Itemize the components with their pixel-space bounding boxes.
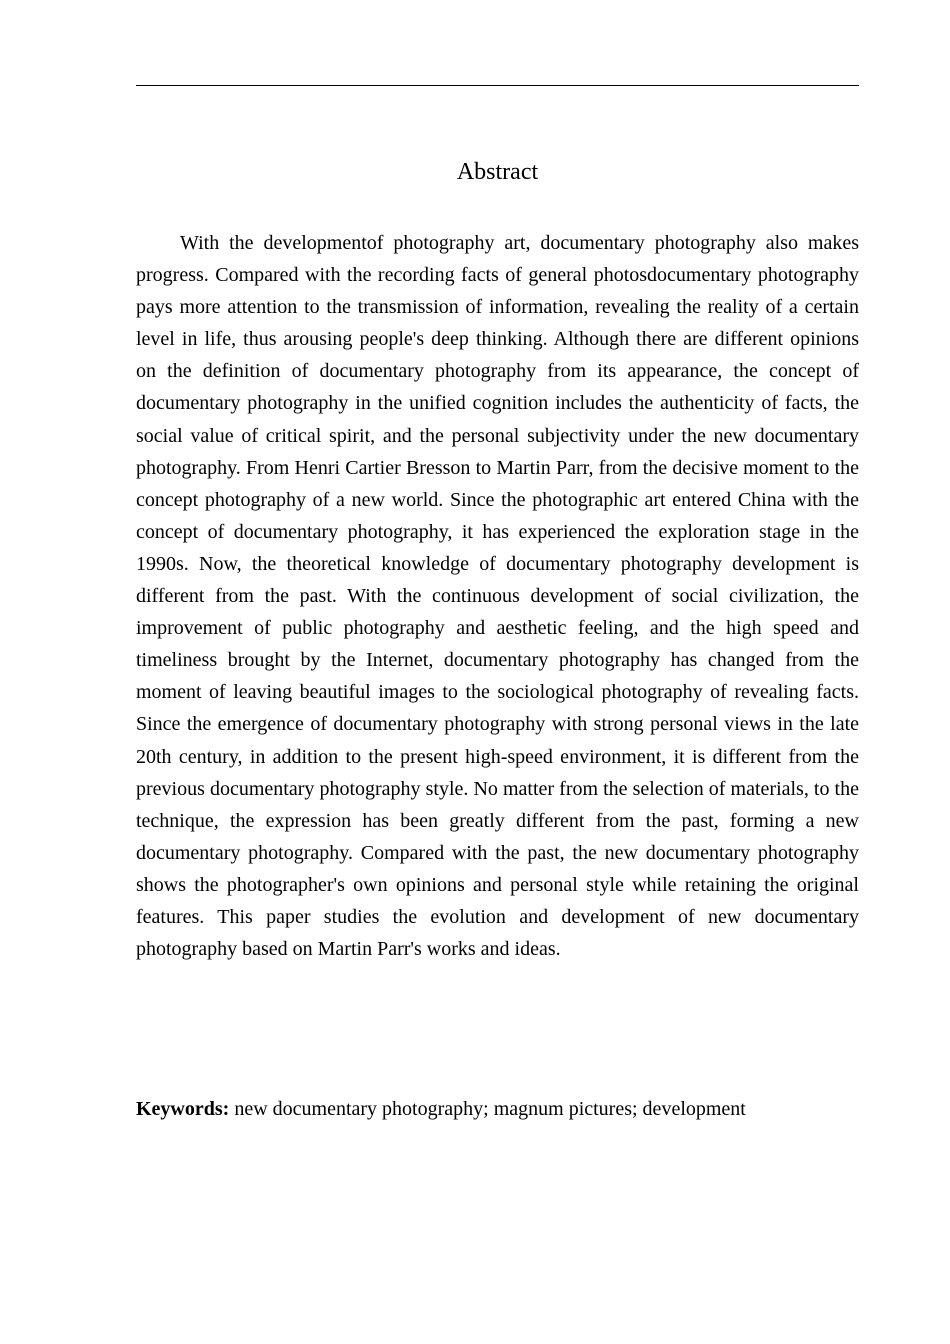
keywords-label: Keywords:: [136, 1098, 230, 1120]
abstract-body: With the developmentof photography art, documentary photography also makes progress. Compared with the recording facts of general photosdocumentary photography pays more attention to the transmission of information, revealing the reality of a certain level in life, thus arousing people's deep thinking. Although there are different opinions on the definition of documentary photography from its appearance, the concept of documentary photography in the unified cognition includes the authenticity of facts, the social value of critical spirit, and the personal subjectivity under the new documentary photography. From Henri Cartier Bresson to Martin Parr, from the decisive moment to the concept photography of a new world. Since the photographic art entered China with the concept of documentary photography, it has experienced the exploration stage in the 1990s. Now, the theoretical knowledge of documentary photography development is different from the past. With the continuous development of social civilization, the improvement of public photography and aesthetic feeling, and the high speed and timeliness brought by the Internet, documentary photography has changed from the moment of leaving beautiful images to the sociological photography of revealing facts. Since the emergence of documentary photography with strong personal views in the late 20th century, in addition to the present high-speed environment, it is different from the previous documentary photography style. No matter from the selection of materials, to the technique, the expression has been greatly different from the past, forming a new documentary photography. Compared with the past, the new documentary photography shows the photographer's own opinions and personal style while retaining the original features. This paper studies the evolution and development of new documentary photography based on Martin Parr's works and ideas.: [136, 232, 859, 961]
abstract-title: Abstract: [456, 159, 539, 185]
keywords-text: new documentary photography; magnum pictures; development: [229, 1098, 746, 1120]
keywords-line: [136, 1093, 859, 1125]
header-rule: [136, 85, 859, 86]
